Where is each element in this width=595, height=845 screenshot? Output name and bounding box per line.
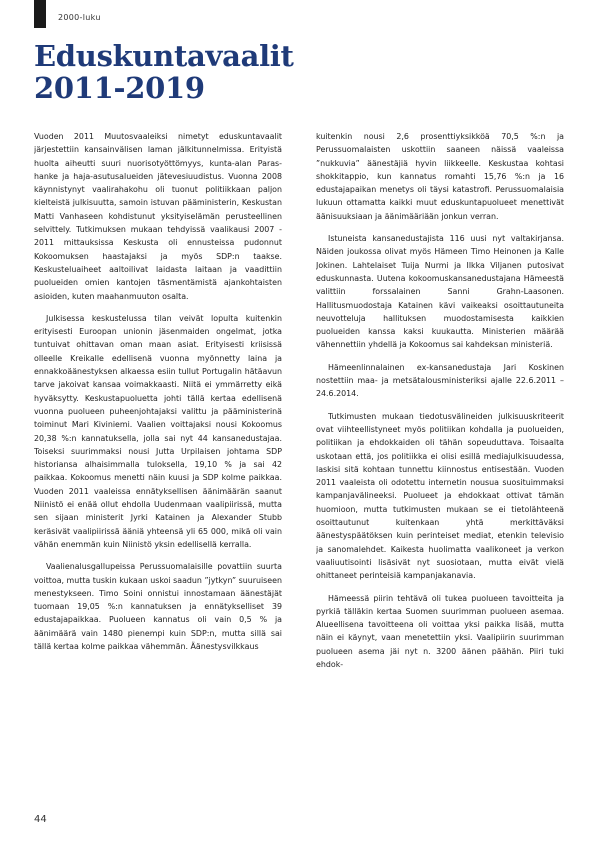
title-line-1: Eduskuntavaalit bbox=[34, 39, 294, 73]
left-column bbox=[34, 130, 282, 810]
paragraph: Julkisessa keskustelussa tilan veivät lopulta kuitenkin erityisesti Euroopan unionin jäsenmaiden ongelmat, jotka tuntuivat ohittavan oman maan asiat. Erityisesti kriisissä olleelle Kreikalle edellisenä vuonna myönnetty laina ja ennakkoäänestyksen alkaessa esiin tullut Portugalin hätäavun tarve jakoivat kansaa voimakkaasti. Niitä ei ymmärretty eikä hyväksytty. Keskustapuoluetta johti tällä kertaa edellisenä vuonna puolueen puheenjohtajaksi valittu ja pääministerinä toiminut Mari Kiviniemi. Vaalien voittajaksi nousi Kokoomus 20,38 %:n kannatuksella, jolla sai nyt 44 kansanedustajaa. Toiseksi suurimmaksi nousi Jutta Urpilaisen johtama SDP historiansa alhaisimmalla tuloksella, 19,10 % ja sai 42 paikkaa. Kokoomus menetti näin kuusi ja SDP kolme paikkaa. Vuoden 2011 vaaleissa ennätyksellisen äänimäärän saanut Niinistö ei enää ollut ehdolla Uudenmaan vaalipiirissä, mutta sen sijaan ministerit Jyrki Katainen ja Alexander Stubb keräsivät vaalipiirissä ääniä yhteensä yli 65 000, mikä oli vain vähän enemmän kuin Niinistö yksin edellisellä kerralla. bbox=[34, 313, 282, 549]
page-number: 44 bbox=[34, 814, 47, 825]
paragraph: Hämeenlinnalainen ex-kansanedustaja Jari Koskinen nostettiin maa- ja metsätalousministeriksi ajalle 22.6.2011 – 24.6.2014. bbox=[316, 362, 564, 399]
paragraph: Vaalienalusgallupeissa Perussuomalaisille povattiin suurta voittoa, mutta tuskin kukaan uskoi saadun ”jytkyn” suuruiseen menestykseen. Timo Soini onnistui innostamaan äänestäjät tuomaan 19,05 %:n kannatuksen ja ennätykselliset 39 edustajapaikkaa. Puolueen kannatus oli vain 0,5 % ja äänimäärä vain 1480 pienempi kuin SDP:n, mutta sillä sai tällä kertaa kolme paikkaa vähemmän. Äänestysvilkkaus bbox=[34, 562, 282, 651]
title-line-2: 2011-2019 bbox=[34, 71, 205, 105]
article-body bbox=[34, 130, 564, 810]
paragraph: Hämeessä piirin tehtävä oli tukea puolueen tavoitteita ja pyrkiä tälläkin kertaa Suomen suurimman puolueen asemaa. Alueellisena tavoitteena oli voittaa yksi paikka lisää, mutta näin ei käynyt, vaan menetettiin yksi. Vaalipiirin suurimman puolueen asema jäi nyt n. 3200 äänen päähän. Piiri tuki ehdok- bbox=[316, 593, 564, 669]
page-title bbox=[34, 40, 294, 104]
paragraph: Tutkimusten mukaan tiedotusvälineiden julkisuuskriteerit ovat viihteellistyneet myös politiikan kohdalla ja puolueiden, politiikan ja ehdokkaiden oli tähän sopeuduttava. Toisaalta uskotaan että, jos politiikka ei olisi esillä mediajulkisuudessa, laskisi sitä kohtaan tunnettu kiinnostus entisestään. Vuoden 2011 vaaleista oli odotettu internetin nousua suosituimmaksi kampanjavälineeksi. Puolueet ja ehdokkaat ottivat tämän huomioon, mutta tutkimusten mukaan se ei tietolähteenä osoittautunut kuitenkaan yhtä merkittäväksi äänestyspäätöksen kuin perinteiset mediat, etenkin televisio ja sanomalehdet. Kaikesta huolimatta vaalikoneet ja verkon vaaliuutisointi lisäsivät nyt suosiotaan, mutta eivät vielä ohittaneet perinteisiä kampanjakanavia. bbox=[316, 411, 564, 581]
right-column bbox=[316, 130, 564, 810]
paragraph: kuitenkin nousi 2,6 prosenttiyksikköä 70,5 %:n ja Perussuomalaisten uskottiin saaneen näissä vaaleissa ”nukkuvia” äänestäjiä hyvin liikkeelle. Keskustaa kohtasi shokkitappio, kun kannatus romahti 15,76 %:n ja 16 edustajapaikan menetys oli täysi katastrofi. Perussuomalaisia lukuun ottamatta kaikki muut eduskuntapuolueet menettivät äänisuuksiaan ja äänimääriään jonkun verran. bbox=[316, 132, 564, 221]
section-label: 2000-luku bbox=[58, 13, 101, 22]
section-tab-marker bbox=[34, 0, 46, 28]
paragraph: Vuoden 2011 Muutosvaaleiksi nimetyt eduskuntavaalit järjestettiin kansainvälisen laman jälkitunnelmissa. Erityistä huolta aiheutti suuri nuorisotyöttömyys, kunta-alan Paras-hanke ja haja-asutusalueiden jätevesiuudistus. Vuonna 2008 käynnistynyt vaalirahakohu oli tuonut politiikkaan paljon kielteistä julkisuutta, samoin istuvan pääministerin, Keskustan Matti Vanhaseen kohdistunut yksityiselämän perusteellinen selvittely. Tutkimuksen mukaan tehdyissä vaalikausi 2007 - 2011 mittauksissa Keskusta oli ennusteissa pudonnut Kokoomuksen haastajaksi ja myös SDP:n taakse. Keskusteluaiheet aaltoilivat laidasta laitaan ja vaadittiin puolueiden omien kantojen täsmentämistä ajankohtaisten asioiden, kuten maahanmuuton osalta. bbox=[34, 132, 282, 301]
paragraph: Istuneista kansanedustajista 116 uusi nyt valtakirjansa. Näiden joukossa olivat myös Hämeen Timo Heinonen ja Kalle Jokinen. Lahtelaiset Tuija Nurmi ja Ilkka Viljanen putosivat eduskunnasta. Uutena kokoomuskansanedustajana Hämeestä valittiin forssalainen Sanni Grahn-Laasonen. Hallitusmuodostaja Katainen kävi vaikeaksi osoittautuneita neuvotteluja hallituksen muodostamisesta kaikkien puolueiden kanssa kaksi kuukautta. Ministerien määrää vähennettiin yhdellä ja Kokoomus sai kahdeksan ministeriä. bbox=[316, 234, 564, 350]
